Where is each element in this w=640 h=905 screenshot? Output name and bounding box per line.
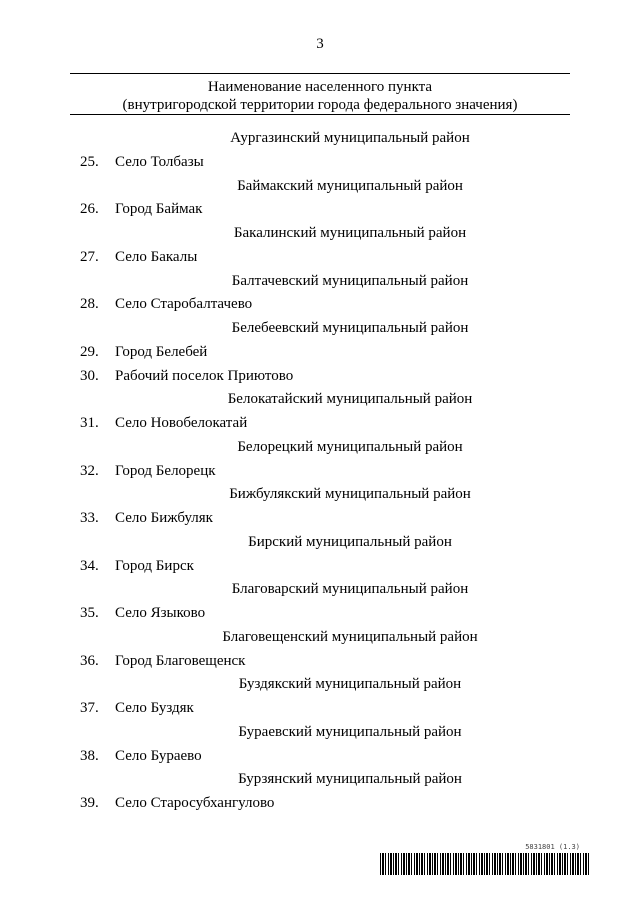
settlement-name: Село Новобелокатай — [115, 415, 248, 431]
item-number: 33. — [80, 510, 99, 526]
list-item — [70, 555, 570, 579]
list-item — [70, 745, 570, 769]
item-number: 35. — [80, 605, 99, 621]
barcode-icon — [380, 853, 590, 875]
settlement-name: Село Толбазы — [115, 153, 204, 170]
item-number: 27. — [80, 248, 99, 265]
district-name: Бакалинский муниципальный район — [233, 225, 467, 241]
district-name: Белебеевский муниципальный район — [231, 320, 469, 336]
item-number: 37. — [80, 700, 99, 716]
settlement-name: Город Белебей — [115, 343, 208, 360]
item-number: 36. — [80, 652, 99, 669]
district-name: Бурзянский муниципальный район — [238, 771, 462, 788]
list-item — [70, 792, 570, 816]
list-item — [70, 246, 570, 270]
district-heading — [70, 578, 570, 602]
settlement-name: Город Баймак — [115, 201, 203, 218]
district-heading — [70, 483, 570, 507]
item-number: 32. — [80, 462, 99, 479]
item-number: 25. — [80, 153, 99, 170]
district-heading — [70, 127, 570, 151]
header-bottom-rule — [70, 114, 570, 115]
district-heading — [70, 388, 570, 412]
item-number: 26. — [80, 201, 99, 218]
district-name: Благоварский муниципальный район — [231, 581, 469, 598]
list-item — [70, 293, 570, 317]
district-name: Баймакский муниципальный район — [237, 177, 463, 194]
district-heading — [70, 175, 570, 199]
item-number: 29. — [80, 343, 99, 360]
settlement-name: Город Бирск — [115, 557, 194, 574]
item-number: 34. — [80, 557, 99, 574]
district-name: Бураевский муниципальный район — [238, 723, 462, 740]
item-number: 38. — [80, 747, 99, 764]
header-line-2: (внутригородской территории города федерального значения) — [122, 97, 518, 113]
district-heading — [70, 222, 570, 246]
district-name: Благовещенский муниципальный район — [222, 628, 478, 645]
settlement-name: Город Благовещенск — [115, 652, 246, 669]
item-number: 31. — [80, 415, 99, 431]
district-heading — [70, 270, 570, 294]
settlement-name: Село Старобалтачево — [115, 296, 253, 313]
district-heading — [70, 673, 570, 697]
district-heading — [70, 721, 570, 745]
district-heading — [70, 436, 570, 460]
header-top-rule — [70, 73, 570, 74]
district-heading — [70, 531, 570, 555]
settlement-name: Село Языково — [115, 605, 206, 621]
district-heading — [70, 317, 570, 341]
district-name: Бирский муниципальный район — [248, 533, 452, 550]
district-name: Буздякский муниципальный район — [238, 676, 462, 693]
district-heading — [70, 768, 570, 792]
list-item — [70, 697, 570, 721]
settlement-name: Село Буздяк — [115, 700, 194, 716]
district-name: Белокатайский муниципальный район — [227, 391, 473, 408]
settlement-name: Село Старосубхангулово — [115, 795, 275, 811]
item-number: 28. — [80, 296, 99, 313]
settlement-name: Село Бакалы — [115, 248, 198, 265]
district-name: Аургазинский муниципальный район — [230, 130, 470, 146]
list-item — [70, 365, 570, 389]
barcode-code: 5831801 (1.3) — [525, 843, 580, 851]
district-name: Балтачевский муниципальный район — [231, 272, 469, 289]
settlement-name: Село Бижбуляк — [115, 510, 213, 526]
item-number: 39. — [80, 795, 99, 811]
settlement-name: Село Бураево — [115, 747, 202, 764]
table-header — [70, 78, 570, 114]
list-item — [70, 650, 570, 674]
district-name: Белорецкий муниципальный район — [237, 438, 463, 455]
district-name: Бижбулякский муниципальный район — [229, 486, 471, 503]
list-item — [70, 412, 570, 436]
list-item — [70, 151, 570, 175]
page-number: 3 — [316, 36, 324, 52]
settlement-name: Город Белорецк — [115, 462, 216, 479]
item-number: 30. — [80, 367, 99, 384]
district-heading — [70, 626, 570, 650]
list-item — [70, 341, 570, 365]
list-item — [70, 198, 570, 222]
header-line-1: Наименование населенного пункта — [207, 79, 433, 95]
list-item — [70, 507, 570, 531]
settlement-list — [70, 127, 570, 816]
list-item — [70, 460, 570, 484]
settlement-name: Рабочий поселок Приютово — [115, 367, 294, 384]
list-item — [70, 602, 570, 626]
barcode-block — [380, 843, 590, 875]
